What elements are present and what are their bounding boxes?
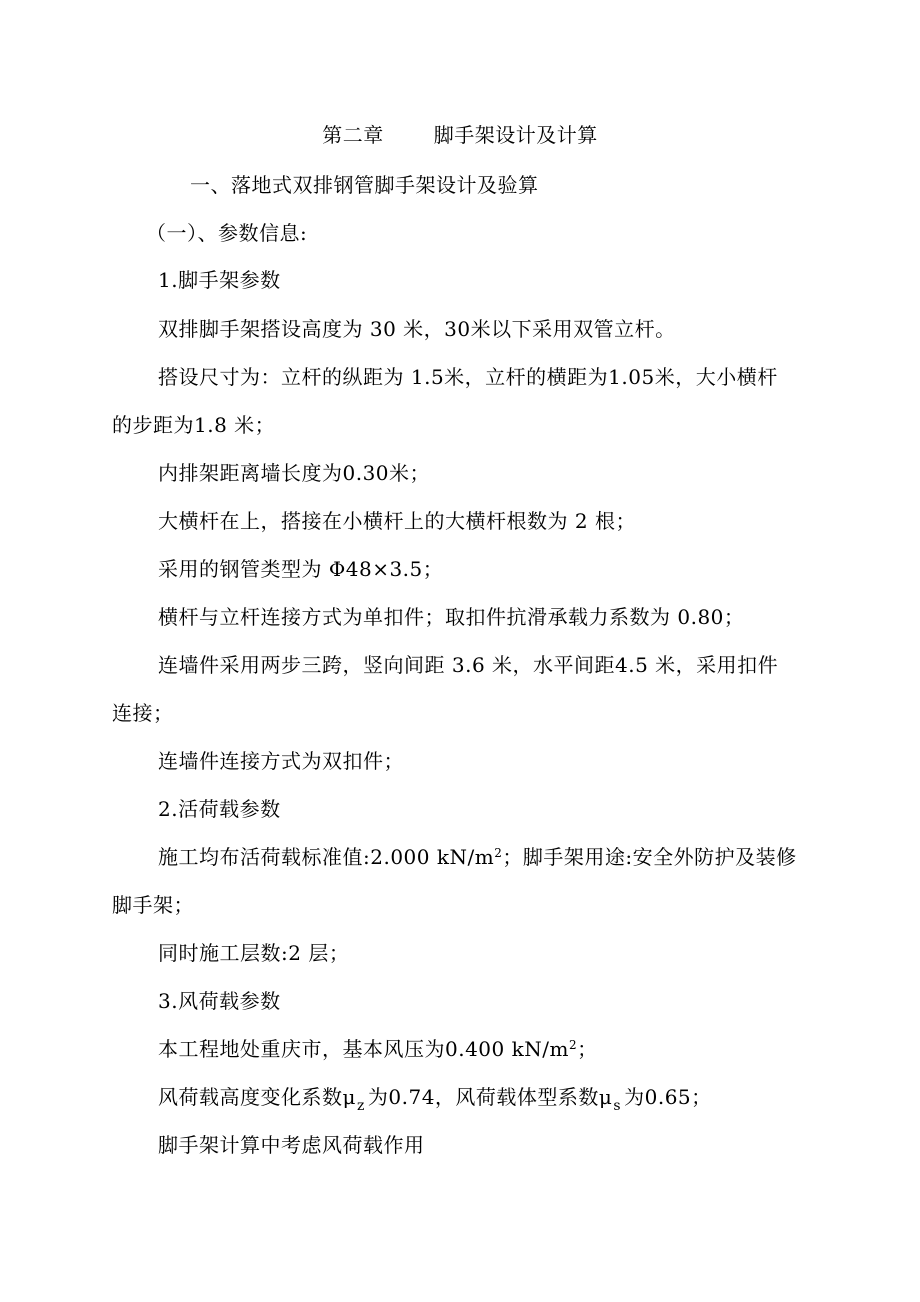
wind-pressure-text-b: ； xyxy=(577,1037,598,1061)
wind-coef-text-a: 风荷载高度变化系数μ xyxy=(158,1085,356,1109)
paragraph-coupler: 横杆与立杆连接方式为单扣件；取扣件抗滑承载力系数为 0.80； xyxy=(158,605,745,629)
paragraph-wall-ties-line2: 连接； xyxy=(112,701,174,725)
paragraph-wind-consideration: 脚手架计算中考虑风荷载作用 xyxy=(158,1133,425,1157)
wind-coef-text-b: 为0.74，风荷载体型系数μ xyxy=(367,1085,613,1109)
paragraph-wall-distance: 内排架距离墙长度为0.30米； xyxy=(158,461,431,485)
paragraph-pipe-type: 采用的钢管类型为 Φ48×3.5； xyxy=(158,557,444,581)
chapter-heading xyxy=(0,120,920,150)
paragraph-height: 双排脚手架搭设高度为 30 米，30米以下采用双管立杆。 xyxy=(158,317,676,341)
paragraph-ledger-count: 大横杆在上，搭接在小横杆上的大横杆根数为 2 根； xyxy=(158,509,636,533)
paragraph-dimensions-line2: 的步距为1.8 米； xyxy=(112,413,276,437)
chapter-title: 脚手架设计及计算 xyxy=(433,123,598,147)
live-load-text-b: ；脚手架用途:安全外防护及装修 xyxy=(502,845,797,869)
live-load-text-a: 施工均布活荷载标准值:2.000 kN/m xyxy=(158,845,495,869)
wind-coef-subscript-s: s xyxy=(613,1098,622,1114)
section-title: 一、落地式双排钢管脚手架设计及验算 xyxy=(190,173,539,197)
live-load-superscript: 2 xyxy=(494,846,503,860)
heading-scaffold-params: 1.脚手架参数 xyxy=(158,268,281,292)
paragraph-wind-coefficients xyxy=(158,1082,920,1112)
chapter-number: 第二章 xyxy=(322,123,384,147)
wind-coef-subscript-z: z xyxy=(357,1098,365,1114)
paragraph-wall-ties-line1: 连墙件采用两步三跨，竖向间距 3.6 米，水平间距4.5 米，采用扣件 xyxy=(158,653,779,677)
paragraph-dimensions-line1: 搭设尺寸为：立杆的纵距为 1.5米，立杆的横距为1.05米，大小横杆 xyxy=(158,365,778,389)
subsection-title: （一）、参数信息: xyxy=(146,221,308,245)
wind-pressure-text-a: 本工程地处重庆市，基本风压为0.400 kN/m xyxy=(158,1037,569,1061)
paragraph-live-load-line2: 脚手架； xyxy=(112,893,194,917)
paragraph-wall-tie-connection: 连墙件连接方式为双扣件； xyxy=(158,749,404,773)
wind-pressure-superscript: 2 xyxy=(568,1038,578,1052)
paragraph-live-load-line1 xyxy=(158,842,920,872)
paragraph-working-floors: 同时施工层数:2 层； xyxy=(158,941,350,965)
wind-coef-text-c: 为0.65； xyxy=(624,1085,712,1109)
heading-live-load: 2.活荷载参数 xyxy=(158,797,281,821)
heading-wind-load: 3.风荷载参数 xyxy=(158,989,281,1013)
paragraph-basic-wind-pressure xyxy=(158,1034,920,1064)
